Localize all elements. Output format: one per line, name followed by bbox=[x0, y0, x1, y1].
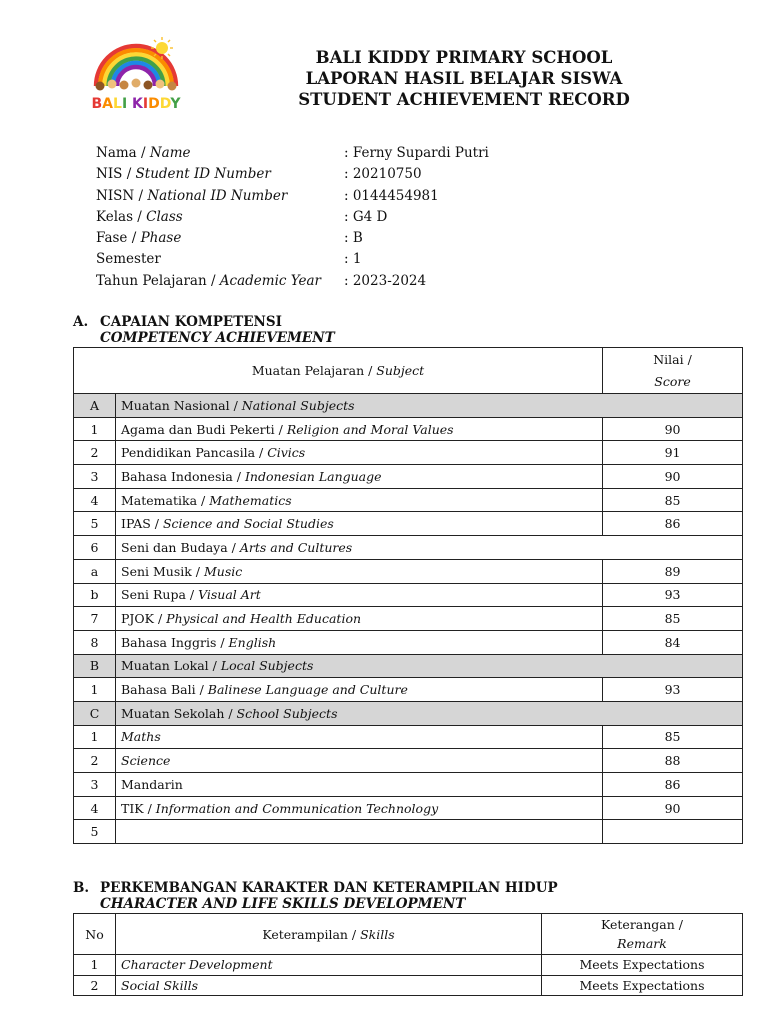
row-number: b bbox=[74, 583, 116, 607]
row-number: A bbox=[74, 394, 116, 418]
score-cell: 93 bbox=[603, 678, 743, 702]
table-row bbox=[74, 955, 743, 976]
info-label: NIS / Student ID Number bbox=[96, 166, 271, 183]
skills-column-header: Keterampilan / Skills bbox=[116, 914, 542, 955]
table-row bbox=[74, 536, 743, 560]
label-separator: / bbox=[206, 272, 220, 289]
table-header bbox=[74, 914, 743, 955]
table-group-row bbox=[74, 654, 743, 678]
subject-cell: Seni Musik / Music bbox=[116, 559, 603, 583]
row-number: 3 bbox=[74, 465, 116, 489]
score-column-header: Nilai / Score bbox=[603, 348, 743, 394]
table-row bbox=[74, 559, 743, 583]
info-value: : 0144454981 bbox=[344, 187, 439, 204]
section-b-title: B. PERKEMBANGAN KARAKTER DAN KETERAMPILAN HIDUP CHARACTER AND LIFE SKILLS DEVELOPMENT bbox=[73, 880, 558, 912]
score-cell: 85 bbox=[603, 488, 743, 512]
table-row bbox=[74, 583, 743, 607]
subject-cell: IPAS / Science and Social Studies bbox=[116, 512, 603, 536]
row-number: 3 bbox=[74, 773, 116, 797]
row-number: 4 bbox=[74, 488, 116, 512]
table-row bbox=[74, 725, 743, 749]
document-header bbox=[255, 47, 673, 110]
subject-cell: Mandarin bbox=[116, 773, 603, 797]
table-row bbox=[74, 441, 743, 465]
competency-table bbox=[73, 347, 743, 844]
row-number: 5 bbox=[74, 820, 116, 844]
info-value: : 2023-2024 bbox=[344, 272, 427, 289]
remark-cell: Meets Expectations bbox=[542, 975, 743, 996]
score-cell: 89 bbox=[603, 559, 743, 583]
info-label: Tahun Pelajaran / Academic Year bbox=[96, 272, 321, 289]
school-name: BALI KIDDY PRIMARY SCHOOL bbox=[315, 48, 613, 67]
table-row bbox=[74, 975, 743, 996]
info-label: Kelas / Class bbox=[96, 208, 183, 225]
row-number: 2 bbox=[74, 975, 116, 996]
score-cell: 86 bbox=[603, 512, 743, 536]
score-cell: 90 bbox=[603, 465, 743, 489]
table-row bbox=[74, 465, 743, 489]
subject-cell bbox=[116, 820, 603, 844]
score-cell: 91 bbox=[603, 441, 743, 465]
table-row bbox=[74, 417, 743, 441]
subject-cell: TIK / Information and Communication Technology bbox=[116, 796, 603, 820]
score-cell: 85 bbox=[603, 607, 743, 631]
row-number: 1 bbox=[74, 725, 116, 749]
logo-wordmark: BALI KIDDY bbox=[91, 96, 181, 112]
row-number: 2 bbox=[74, 441, 116, 465]
info-value: : B bbox=[344, 230, 363, 247]
no-column-header: No bbox=[74, 914, 116, 955]
report-title-en: STUDENT ACHIEVEMENT RECORD bbox=[298, 90, 630, 109]
table-group-row bbox=[74, 701, 743, 725]
row-number: 1 bbox=[74, 955, 116, 976]
table-row bbox=[74, 678, 743, 702]
info-value: : Ferny Supardi Putri bbox=[344, 145, 489, 161]
subject-cell: Muatan Lokal / Local Subjects bbox=[116, 654, 743, 678]
score-cell bbox=[603, 820, 743, 844]
table-row bbox=[74, 749, 743, 773]
school-logo bbox=[82, 36, 190, 116]
subject-cell: Agama dan Budi Pekerti / Religion and Moral Values bbox=[116, 417, 603, 441]
info-label: Nama / Name bbox=[96, 145, 191, 161]
subject-cell: PJOK / Physical and Health Education bbox=[116, 607, 603, 631]
subject-cell: Matematika / Mathematics bbox=[116, 488, 603, 512]
label-separator: / bbox=[134, 187, 148, 204]
row-number: 7 bbox=[74, 607, 116, 631]
row-number: 1 bbox=[74, 678, 116, 702]
remark-column-header: Keterangan / Remark bbox=[542, 914, 743, 955]
row-number: 1 bbox=[74, 417, 116, 441]
skill-cell: Character Development bbox=[116, 955, 542, 976]
info-value: : G4 D bbox=[344, 208, 388, 225]
row-number: C bbox=[74, 701, 116, 725]
score-cell: 85 bbox=[603, 725, 743, 749]
info-label: Fase / Phase bbox=[96, 230, 182, 247]
skill-cell: Social Skills bbox=[116, 975, 542, 996]
subject-cell: Muatan Sekolah / School Subjects bbox=[116, 701, 743, 725]
label-separator: / bbox=[127, 230, 141, 247]
table-row bbox=[74, 773, 743, 797]
info-value: : 20210750 bbox=[344, 166, 422, 183]
row-number: 6 bbox=[74, 536, 116, 560]
skills-table bbox=[73, 913, 743, 996]
subject-cell: Seni dan Budaya / Arts and Cultures bbox=[116, 536, 743, 560]
subject-cell: Science bbox=[116, 749, 603, 773]
table-group-row bbox=[74, 394, 743, 418]
score-cell: 86 bbox=[603, 773, 743, 797]
label-separator: / bbox=[122, 166, 136, 183]
label-separator: / bbox=[136, 145, 150, 161]
row-number: 8 bbox=[74, 630, 116, 654]
info-value: : 1 bbox=[344, 251, 362, 268]
section-a-title: A. CAPAIAN KOMPETENSI COMPETENCY ACHIEVEMENT bbox=[73, 314, 335, 346]
table-row bbox=[74, 820, 743, 844]
subject-cell: Seni Rupa / Visual Art bbox=[116, 583, 603, 607]
subject-column-header: Muatan Pelajaran / Subject bbox=[74, 348, 603, 394]
table-header bbox=[74, 348, 743, 394]
table-row bbox=[74, 796, 743, 820]
report-title-id: LAPORAN HASIL BELAJAR SISWA bbox=[305, 69, 623, 88]
table-row bbox=[74, 607, 743, 631]
table-row bbox=[74, 488, 743, 512]
row-number: 4 bbox=[74, 796, 116, 820]
subject-cell: Pendidikan Pancasila / Civics bbox=[116, 441, 603, 465]
subject-cell: Muatan Nasional / National Subjects bbox=[116, 394, 743, 418]
table-row bbox=[74, 512, 743, 536]
score-cell: 90 bbox=[603, 417, 743, 441]
info-label: NISN / National ID Number bbox=[96, 187, 288, 204]
info-label: Semester bbox=[96, 251, 161, 268]
row-number: B bbox=[74, 654, 116, 678]
subject-cell: Bahasa Bali / Balinese Language and Culture bbox=[116, 678, 603, 702]
score-cell: 84 bbox=[603, 630, 743, 654]
subject-cell: Bahasa Inggris / English bbox=[116, 630, 603, 654]
row-number: 2 bbox=[74, 749, 116, 773]
row-number: a bbox=[74, 559, 116, 583]
subject-cell: Bahasa Indonesia / Indonesian Language bbox=[116, 465, 603, 489]
subject-cell: Maths bbox=[116, 725, 603, 749]
label-separator: / bbox=[133, 208, 147, 225]
table-row bbox=[74, 630, 743, 654]
remark-cell: Meets Expectations bbox=[542, 955, 743, 976]
row-number: 5 bbox=[74, 512, 116, 536]
score-cell: 93 bbox=[603, 583, 743, 607]
score-cell: 88 bbox=[603, 749, 743, 773]
score-cell: 90 bbox=[603, 796, 743, 820]
